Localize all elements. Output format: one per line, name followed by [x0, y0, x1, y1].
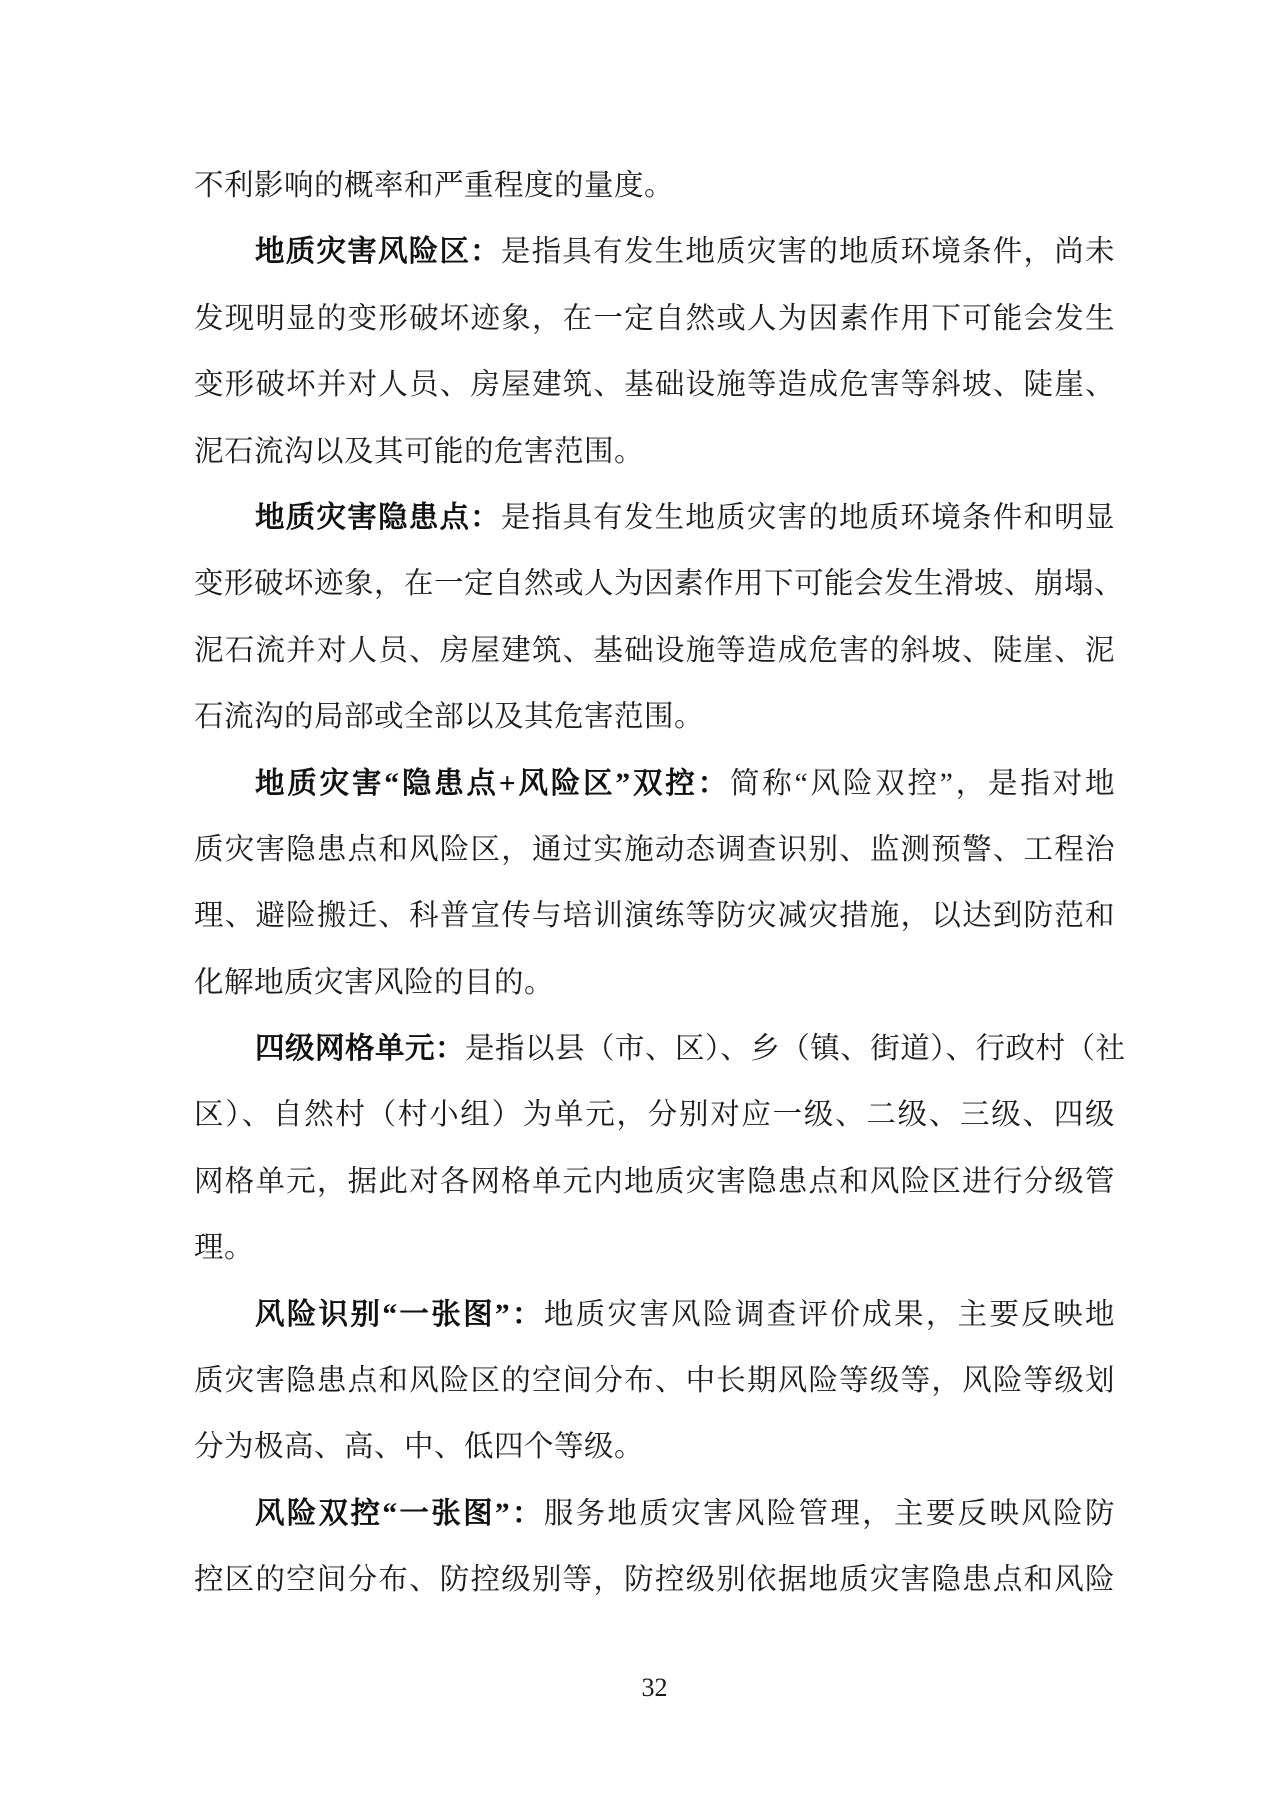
body-text-segment: 理。: [194, 1232, 255, 1265]
body-text-segment: 是指具有发生地质灾害的地质环境条件，尚未: [500, 236, 1115, 269]
text-line: [194, 684, 1115, 750]
body-text-segment: 是指以县（市、区）、乡（镇、街道）、行政村（社: [465, 1033, 1126, 1066]
text-line: [194, 1082, 1115, 1148]
body-text-segment: 分为极高、高、中、低四个等级。: [194, 1431, 645, 1464]
body-text-segment: 石流沟的局部或全部以及其危害范围。: [194, 701, 705, 734]
page-number: 32: [641, 1673, 668, 1702]
text-line: [194, 286, 1115, 352]
body-text-segment: 区）、自然村（村小组）为单元，分别对应一级、二级、三级、四级: [194, 1099, 1115, 1132]
defined-term: 地质灾害“隐患点+风险区”双控：: [255, 767, 730, 800]
text-line: [194, 1348, 1115, 1414]
text-line: [194, 1547, 1115, 1613]
body-text-segment: 质灾害隐患点和风险区，通过实施动态调查识别、监测预警、工程治: [194, 833, 1115, 866]
text-line: [194, 1282, 1115, 1348]
body-text: [194, 153, 1126, 1614]
body-text-segment: 简称“风险双控”，是指对地: [729, 767, 1115, 800]
text-line: [194, 352, 1115, 418]
body-text-segment: 泥石流并对人员、房屋建筑、基础设施等造成危害的斜坡、陡崖、泥: [194, 634, 1115, 667]
body-text-segment: 变形破坏并对人员、房屋建筑、基础设施等造成危害等斜坡、陡崖、: [194, 369, 1115, 402]
text-line: [194, 950, 1115, 1016]
body-text-segment: 网格单元，据此对各网格单元内地质灾害隐患点和风险区进行分级管: [194, 1165, 1115, 1198]
body-text-segment: 地质灾害风险调查评价成果，主要反映地: [543, 1298, 1115, 1331]
body-text-segment: 化解地质灾害风险的目的。: [194, 966, 555, 999]
defined-term: 地质灾害隐患点：: [255, 501, 501, 534]
text-line: [194, 1016, 1126, 1082]
text-line: [194, 1481, 1115, 1547]
defined-term: 四级网格单元：: [255, 1033, 466, 1066]
text-line: [194, 153, 1115, 219]
text-line: [194, 551, 1125, 617]
text-line: [194, 1414, 1115, 1480]
body-text-segment: 控区的空间分布、防控级别等，防控级别依据地质灾害隐患点和风险: [194, 1564, 1115, 1597]
text-line: [194, 817, 1115, 883]
body-text-segment: 发现明显的变形破坏迹象，在一定自然或人为因素作用下可能会发生: [194, 302, 1115, 335]
body-text-segment: 变形破坏迹象，在一定自然或人为因素作用下可能会发生滑坡、崩塌、: [194, 568, 1125, 601]
text-line: [194, 751, 1115, 817]
body-text-segment: 不利影响的概率和严重程度的量度。: [194, 170, 675, 202]
text-line: [194, 1215, 1115, 1281]
text-line: [194, 419, 1115, 485]
body-text-segment: 理、避险搬迁、科普宣传与培训演练等防灾减灾措施，以达到防范和: [194, 900, 1115, 933]
defined-term: 地质灾害风险区：: [255, 236, 501, 269]
defined-term: 风险识别“一张图”：: [255, 1298, 544, 1331]
text-line: [194, 1149, 1115, 1215]
body-text-segment: 泥石流沟以及其可能的危害范围。: [194, 435, 645, 468]
text-line: [194, 883, 1115, 949]
body-text-segment: 质灾害隐患点和风险区的空间分布、中长期风险等级等，风险等级划: [194, 1365, 1115, 1398]
text-line: [194, 485, 1115, 551]
text-line: [194, 618, 1115, 684]
defined-term: 风险双控“一张图”：: [255, 1497, 544, 1530]
text-line: [194, 219, 1115, 285]
body-text-segment: 服务地质灾害风险管理，主要反映风险防: [543, 1497, 1115, 1530]
body-text-segment: 是指具有发生地质灾害的地质环境条件和明显: [500, 501, 1115, 534]
